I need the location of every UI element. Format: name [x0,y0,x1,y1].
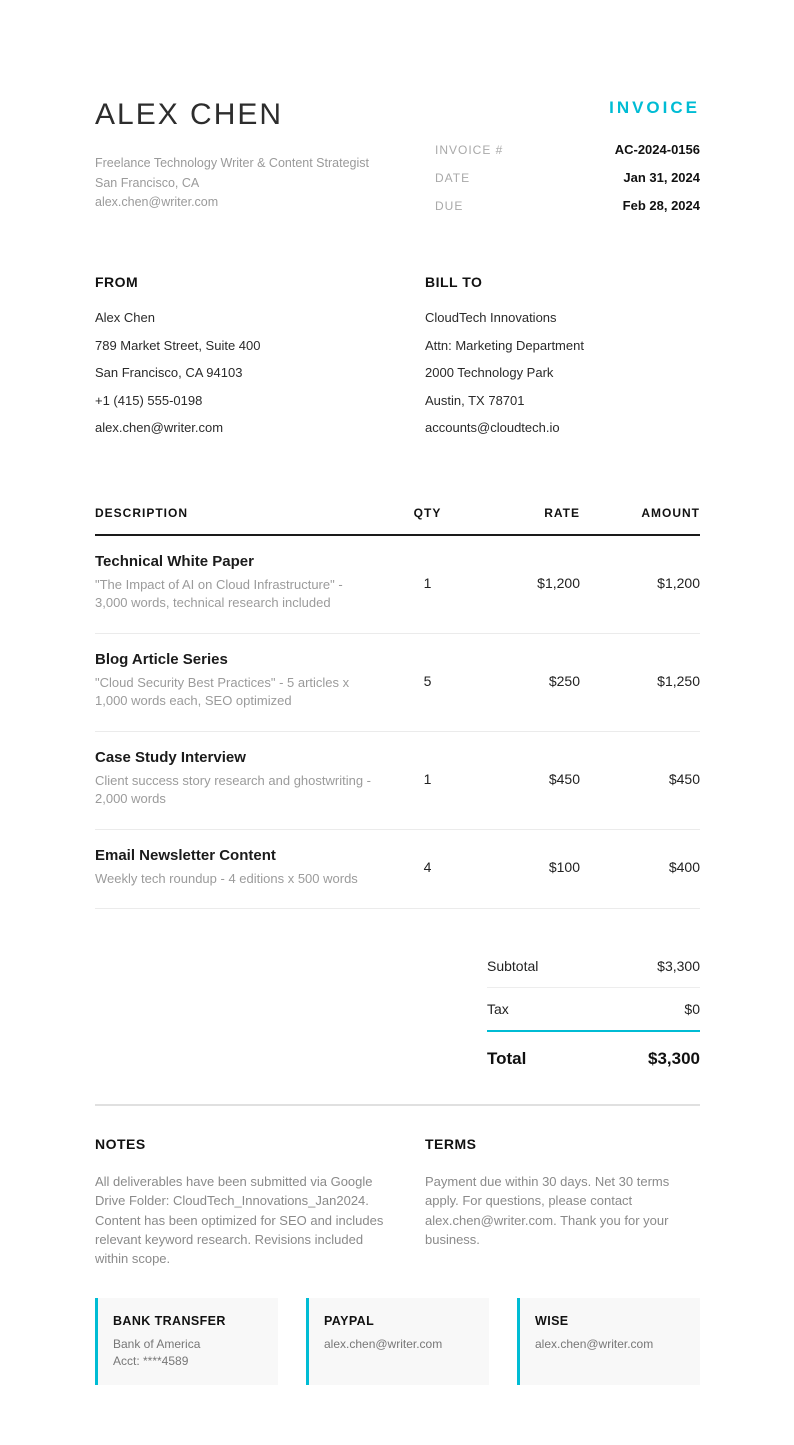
table-row [95,634,700,732]
payment-method-detail: Acct: ****4589 [113,1353,189,1368]
column-header-amount: AMOUNT [641,505,700,520]
terms-text: Payment due within 30 days. Net 30 terms apply. For questions, please contact alex.chen@writer.com. Thank you for your business. [425,1174,670,1247]
item-subtext: Client success story research and ghostwriting - 2,000 words [95,772,372,806]
column-header-description: DESCRIPTION [95,505,189,520]
from-heading: FROM [95,274,139,290]
item-rate: $100 [548,859,580,876]
invoice-number-value: AC-2024-0156 [614,142,700,157]
item-qty: 4 [423,859,432,876]
table-header-row [95,506,700,536]
from-street: 789 Market Street, Suite 400 [95,337,261,353]
meta-row-due [400,198,700,213]
item-title: Blog Article Series [95,650,228,668]
from-name: Alex Chen [95,310,155,325]
item-amount: $400 [668,859,700,876]
notes-text: All deliverables have been submitted via Google Drive Folder: CloudTech_Innovations_Jan2024. Content has been optimized for SEO and includes relevant keyword research. Revisions included within scope. [95,1174,384,1267]
item-amount: $450 [668,770,700,787]
terms-heading: TERMS [425,1136,477,1152]
item-qty: 1 [423,574,432,591]
sender-tagline: Freelance Technology Writer & Content Strategist [95,156,369,170]
parties-section [95,274,700,448]
invoice-date-value: Jan 31, 2024 [623,170,700,185]
invoice-due-label: DUE [435,199,464,213]
bill-to-attn: Attn: Marketing Department [425,337,584,353]
table-row [95,536,700,634]
invoice-number-label: INVOICE # [435,143,504,157]
sender-identity [95,98,400,226]
totals-section [487,945,700,1082]
tax-value: $0 [684,1001,700,1017]
invoice-due-value: Feb 28, 2024 [622,198,700,213]
item-amount: $1,200 [657,574,700,591]
item-description-cell [95,651,385,711]
tax-row [487,988,700,1030]
from-phone: +1 (415) 555-0198 [95,392,203,408]
item-qty: 1 [423,770,432,787]
table-row [95,830,700,910]
subtotal-label: Subtotal [487,958,539,974]
bill-to-heading: BILL TO [425,274,483,290]
bill-to-email: accounts@cloudtech.io [425,420,560,435]
item-subtext: "The Impact of AI on Cloud Infrastructure" - 3,000 words, technical research included [95,576,343,610]
from-email: alex.chen@writer.com [95,420,224,435]
column-header-qty: QTY [413,505,442,520]
tax-label: Tax [487,1001,509,1017]
terms-block [425,1136,703,1268]
payment-method-detail: Bank of America [113,1337,201,1352]
from-city: San Francisco, CA 94103 [95,365,243,380]
notes-terms-section [95,1136,700,1268]
notes-block [95,1136,425,1268]
item-rate: $250 [548,672,580,689]
subtotal-value: $3,300 [657,958,700,974]
sender-name: ALEX CHEN [95,98,284,131]
payment-method-title: PAYPAL [324,1314,375,1329]
item-subtext: Weekly tech roundup - 4 editions x 500 words [95,870,358,886]
item-title: Case Study Interview [95,748,246,766]
item-description-cell [95,749,385,809]
sender-email: alex.chen@writer.com [95,195,219,209]
item-qty: 5 [423,672,432,689]
item-title: Email Newsletter Content [95,846,276,864]
item-subtext: "Cloud Security Best Practices" - 5 articles x 1,000 words each, SEO optimized [95,674,350,708]
item-amount: $1,250 [657,672,700,689]
meta-row-date [400,170,700,185]
payment-method-title: BANK TRANSFER [113,1314,226,1329]
item-rate: $1,200 [537,574,580,591]
total-row [487,1030,700,1082]
subtotal-row [487,945,700,988]
column-header-rate: RATE [544,505,580,520]
sender-location: San Francisco, CA [95,175,200,190]
bill-to-street: 2000 Technology Park [425,365,554,380]
notes-heading: NOTES [95,1136,146,1152]
payment-method-detail: alex.chen@writer.com [535,1337,654,1352]
bill-to-block [425,274,700,448]
invoice-header [95,98,700,226]
total-value: $3,300 [648,1049,700,1068]
line-items-table [95,506,700,910]
item-description-cell [95,553,385,613]
payment-method-detail: alex.chen@writer.com [324,1337,443,1352]
bill-to-company: CloudTech Innovations [425,310,557,325]
from-block [95,274,425,448]
item-rate: $450 [548,770,580,787]
item-description-cell [95,847,385,889]
bill-to-city: Austin, TX 78701 [425,392,525,408]
invoice-date-label: DATE [435,171,471,185]
item-title: Technical White Paper [95,552,254,570]
payment-method-title: WISE [535,1314,569,1329]
invoice-meta [400,98,700,226]
total-label: Total [487,1049,527,1068]
meta-row-invoice-number [400,142,700,157]
invoice-title: INVOICE [609,98,700,117]
table-row [95,732,700,830]
section-divider [95,1104,700,1106]
